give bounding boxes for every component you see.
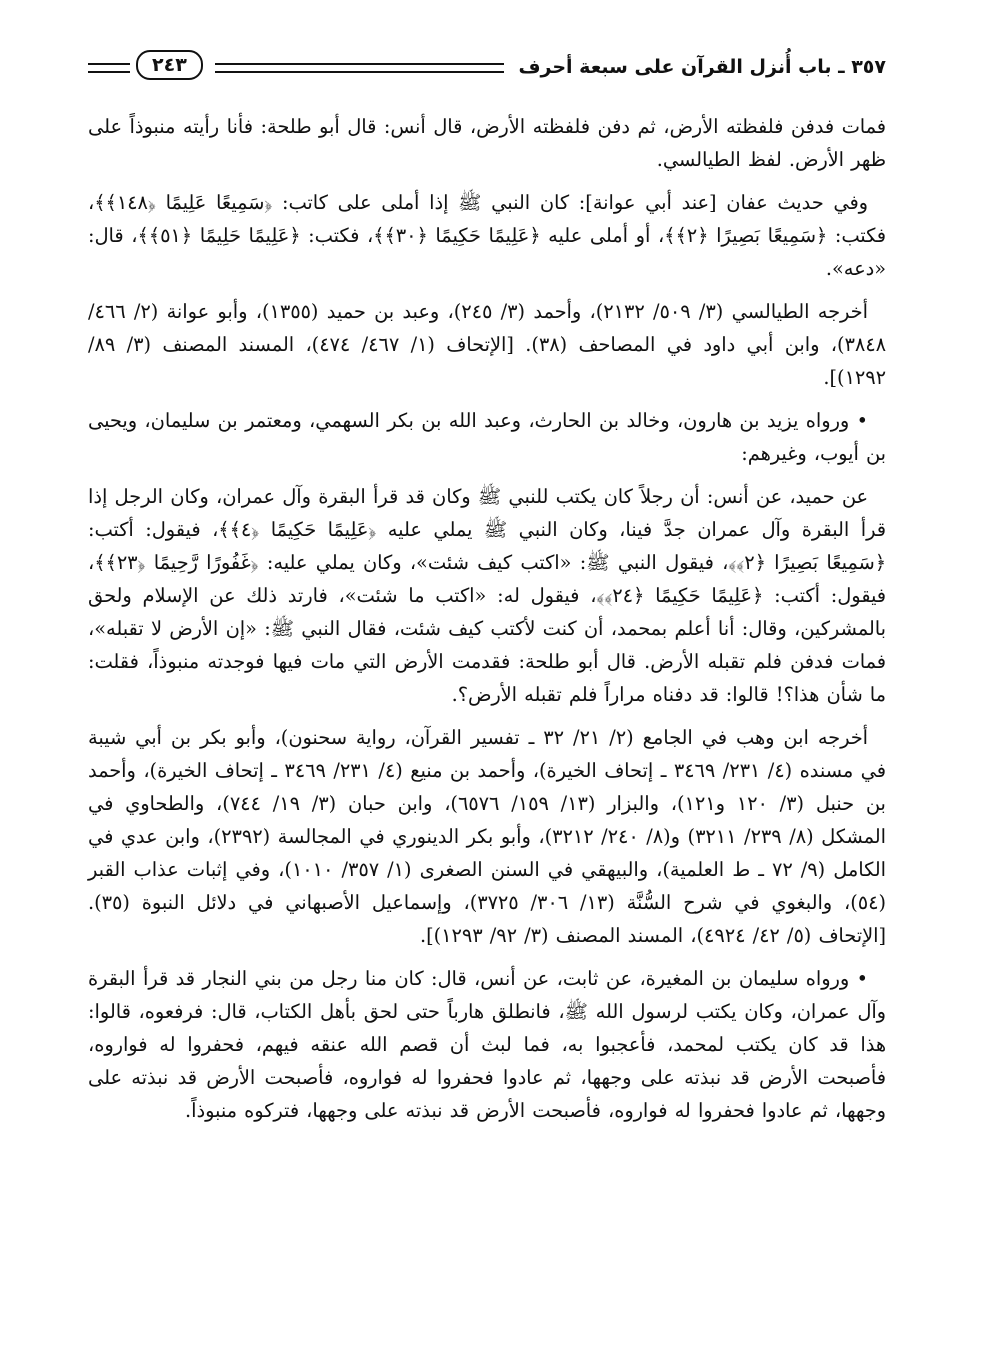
running-title: ٣٥٧ ـ باب أُنزل القرآن على سبعة أحرف (518, 56, 886, 78)
paragraph-humaid-hadith: عن حميد، عن أنس: أن رجلاً كان يكتب للنبي ﷺ وكان قد قرأ البقرة وآل عمران، وكان الرجل إذا قرأ البقرة وآل عمران جدَّ فينا، وكان النبي ﷺ يملي عليه ﴿عَلِيمًا حَكِيمًا ﴿٤﴾﴾، فيقول: أكتب: ﴿سَمِيعًا بَصِيرًا ﴿٢﴾﴾، فيقول النبي ﷺ: «اكتب كيف شئت»، وكان يملي عليه: ﴿غَفُورًا رَّحِيمًا ﴿٢٣﴾﴾، فيقول: أكتب: ﴿عَلِيمًا حَكِيمًا ﴿٢٤﴾﴾، فيقول له: «اكتب ما شئت»، فارتد ذلك عن الإسلام ولحق بالمشركين، وقال: أنا أعلم بمحمد، أن كنت لأكتب كيف شئت، فقال النبي ﷺ: «إن الأرض لا تقبله»، فمات فدفن فلم تقبله الأرض. قال أبو طلحة: فقدمت الأرض التي مات فيها فوجدته منبوذاً، فقلت: ما شأن هذا؟! قالوا: قد دفناه مراراً فلم تقبله الأرض؟. (88, 485, 886, 706)
header-rule-end (88, 63, 130, 73)
page-header (88, 40, 886, 80)
header-rule (215, 63, 505, 73)
paragraph-narrators-list: • ورواه يزيد بن هارون، وخالد بن الحارث، وعبد الله بن بكر السهمي، ومعتمر بن سليمان، ويحيى بن أيوب، وغيرهم: (88, 409, 886, 465)
paragraph-takhrij-1: أخرجه الطيالسي (٣/ ٥٠٩/ ٢١٣٢)، وأحمد (٣/ ٢٤٥)، وعبد بن حميد (١٣٥٥)، وأبو عوانة (٢/ ٤٦٦/ ٣٨٤٨)، وابن أبي داود في المصاحف (٣٨). [الإتحاف (١/ ٤٦٧/ ٤٧٤)، المسند المصنف (٣/ ٨٩/ ١٢٩٢)]. (88, 300, 886, 389)
paragraph-continuation: فمات فدفن فلفظته الأرض، ثم دفن فلفظته الأرض، قال أنس: قال أبو طلحة: فأنا رأيته منبوذاً على ظهر الأرض. لفظ الطيالسي. (88, 115, 886, 171)
paragraph-takhrij-2: أخرجه ابن وهب في الجامع (٢/ ٢١/ ٣٢ ـ تفسير القرآن، رواية سحنون)، وأبو بكر بن أبي شيبة في مسنده (٤/ ٢٣١/ ٣٤٦٩ ـ إتحاف الخيرة)، وأحمد بن منيع (٤/ ٢٣١/ ٣٤٦٩ ـ إتحاف الخيرة)، وأحمد بن حنبل (٣/ ١٢٠ و١٢١)، والبزار (١٣/ ١٥٩/ ٦٥٧٦)، وابن حبان (٣/ ١٩/ ٧٤٤)، والطحاوي في المشكل (٨/ ٢٣٩/ ٣٢١١) و(٨/ ٢٤٠/ ٣٢١٢)، وأبو بكر الدينوري في المجالسة (٢٣٩٢)، وابن عدي في الكامل (٩/ ٧٢ ـ ط العلمية)، والبيهقي في السنن الصغرى (١/ ٣٥٧/ ١٠١٠)، وفي إثبات عذاب القبر (٥٤)، والبغوي في شرح السُّنَّة (١٣/ ٣٠٦/ ٣٧٢٥)، وإسماعيل الأصبهاني في دلائل النبوة (٣٥). [الإتحاف (٥/ ٤٢/ ٤٩٢٤)، المسند المصنف (٣/ ٩٢/ ١٢٩٣)]. (88, 726, 886, 947)
page-number-badge: ٢٤٣ (136, 50, 203, 80)
page-body (88, 110, 886, 1127)
paragraph-sulayman-hadith: • ورواه سليمان بن المغيرة، عن ثابت، عن أنس، قال: كان منا رجل من بني النجار قد قرأ البقرة وآل عمران، وكان يكتب لرسول الله ﷺ، فانطلق هارباً حتى لحق بأهل الكتاب، قال: فرفعوه، قالوا: هذا قد كان يكتب لمحمد، فأعجبوا به، فما لبث أن قصم الله عنقه فيهم، فحفروا له فواروه، فأصبحت الأرض قد نبذته على وجهها، ثم عادوا فحفروا له فواروه، فأصبحت الأرض قد نبذته على وجهها، ثم عادوا فحفروا له فواروه، فأصبحت الأرض قد نبذته على وجهها، فتركوه منبوذاً. (88, 967, 886, 1122)
paragraph-affan-hadith: وفي حديث عفان [عند أبي عوانة]: كان النبي ﷺ إذا أملى على كاتب: ﴿سَمِيعًا عَلِيمًا ﴿١٤٨﴾﴾، فكتب: ﴿سَمِيعًا بَصِيرًا ﴿٢﴾﴾، أو أملى عليه ﴿عَلِيمًا حَكِيمًا ﴿٣٠﴾﴾، فكتب: ﴿عَلِيمًا حَلِيمًا ﴿٥١﴾﴾، قال: «دعه». (88, 191, 886, 280)
